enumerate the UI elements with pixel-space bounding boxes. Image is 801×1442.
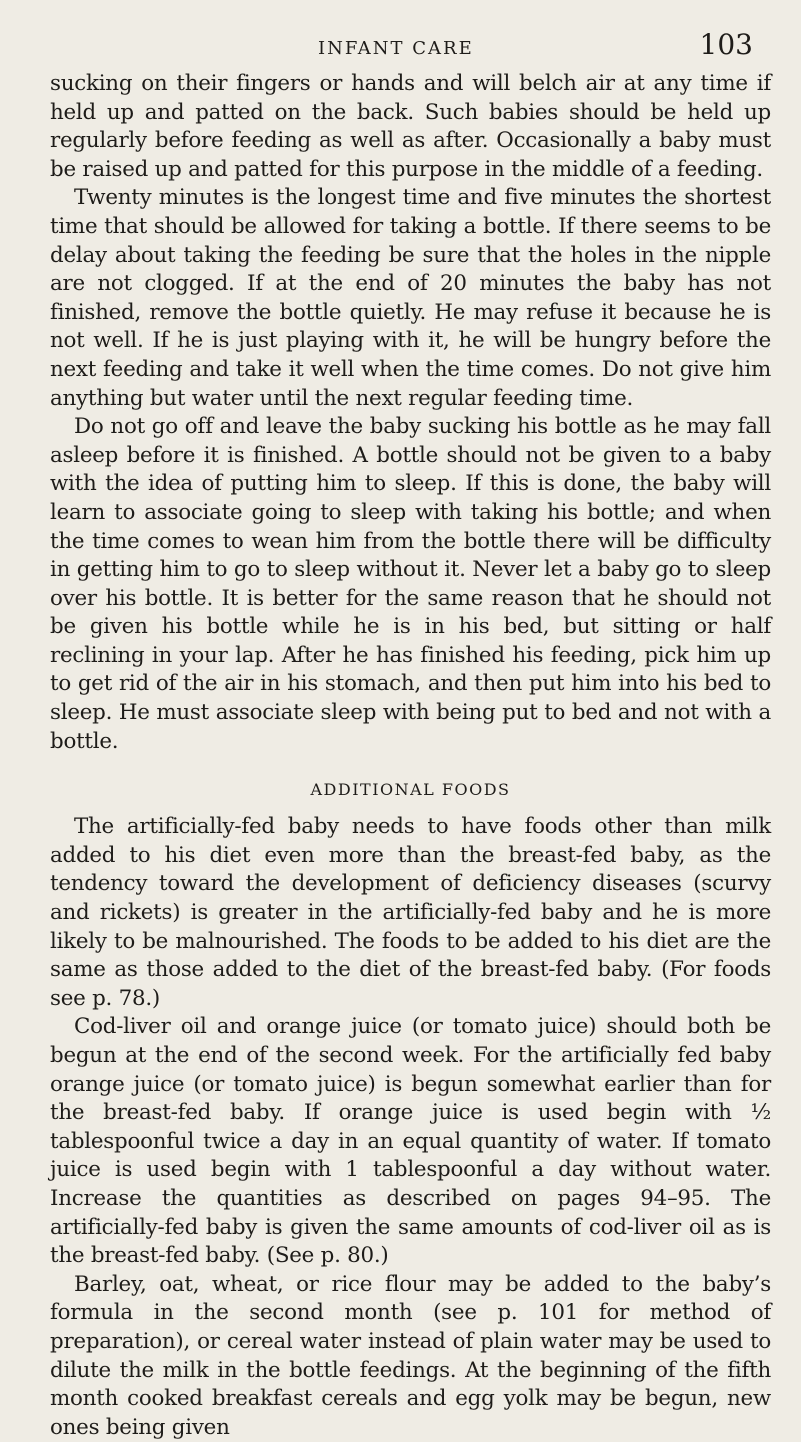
paragraph: sucking on their fingers or hands and will belch air at any time if held up and patted on the back. Such babies should be held up regularly before feeding as well as after. Occasionally a baby must be raised up and patted for this purpose in the middle of a feeding. bbox=[50, 71, 771, 182]
paragraph: Cod-liver oil and orange juice (or tomato juice) should both be begun at the end of the second week. For the artificially fed baby orange juice (or tomato juice) is begun somewhat earlier than for the breast-fed baby. If orange juice is used begin with ½ tablespoonful twice a day in an equal quantity of water. If tomato juice is used begin with 1 tablespoonful a day without water. Increase the quantities as described on pages 94–95. The artificially-fed baby is given the same amounts of cod-liver oil as is the breast-fed baby. (See p. 80.) bbox=[50, 1014, 771, 1269]
paragraph: The artificially-fed baby needs to have foods other than milk added to his diet even more than the breast-fed baby, as the tendency toward the development of deficiency diseases (scurvy and rickets) is greater in the artificially-fed baby and he is more likely to be malnourished. The foods to be added to his diet are the same as those added to the diet of the breast-fed baby. (For foods see p. 78.) bbox=[50, 814, 771, 1011]
running-head bbox=[50, 28, 771, 70]
paragraph: Barley, oat, wheat, or rice flour may be added to the baby’s formula in the second month (see p. 101 for method of preparation), or cereal water instead of plain water may be used to dilute the milk in the bottle feedings. At the beginning of the fifth month cooked breakfast cereals and egg yolk may be begun, new ones being given bbox=[50, 1271, 771, 1440]
page-number: 103 bbox=[699, 28, 753, 61]
running-title: INFANT CARE bbox=[318, 38, 474, 59]
body-text-top bbox=[50, 70, 771, 756]
paragraph: Twenty minutes is the longest time and five minutes the shortest time that should be allowed for taking a bottle. If there seems to be delay about taking the feeding be sure that the holes in the nipple are not clogged. If at the end of 20 minutes the baby has not finished, remove the bottle quietly. He may refuse it because he is not well. If he is just playing with it, he will be hungry before the next feeding and take it well when the time comes. Do not give him anything but water until the next regular feeding time. bbox=[50, 185, 771, 411]
body-text-section bbox=[50, 813, 771, 1442]
section-heading: ADDITIONAL FOODS bbox=[310, 780, 511, 800]
paragraph: Do not go off and leave the baby sucking his bottle as he may fall asleep before it is finished. A bottle should not be given to a baby with the idea of putting him to sleep. If this is done, the baby will learn to associate going to sleep with taking his bottle; and when the time comes to wean him from the bottle there will be difficulty in getting him to go to sleep without it. Never let a baby go to sleep over his bottle. It is better for the same reason that he should not be given his bottle while he is in his bed, but sitting or half reclining in your lap. After he has finished his feeding, pick him up to get rid of the air in his stomach, and then put him into his bed to sleep. He must associate sleep with being put to bed and not with a bottle. bbox=[50, 414, 771, 754]
